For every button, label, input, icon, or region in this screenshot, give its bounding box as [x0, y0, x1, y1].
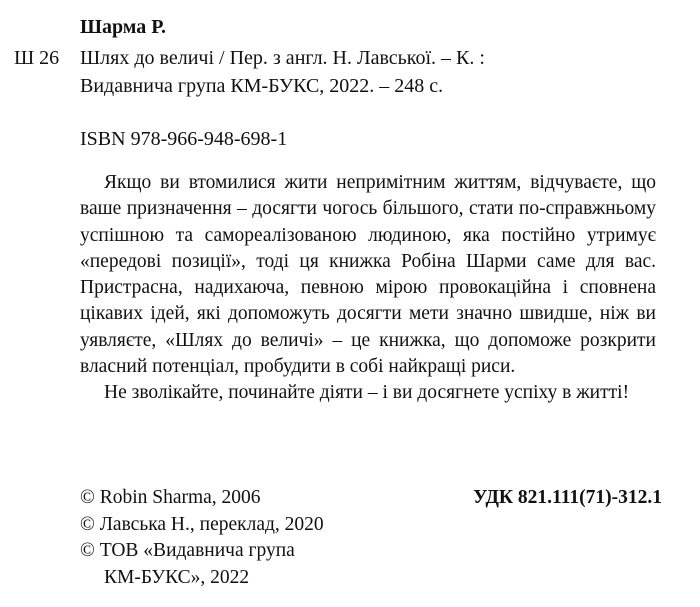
annotation-paragraph: Не зволікайте, починайте діяти – і ви досягнете успіху в житті!	[104, 382, 630, 404]
author-name: Шарма Р.	[80, 16, 166, 38]
copyright-line: КМ-БУКС», 2022	[104, 566, 250, 588]
classification-code: Ш 26	[14, 47, 60, 69]
bibliographic-title-line: Шлях до величі / Пер. з англ. Н. Лавської. – К. :	[80, 47, 485, 69]
copyright-block	[80, 485, 324, 591]
copyright-line: © Robin Sharma, 2006	[80, 487, 261, 508]
annotation-paragraph: Якщо ви втомилися жити непримітним життям, відчуваєте, що ваше призначення – досягти чогось більшого, стати по-справжньому успішною та самореалізованою людиною, яка постійно утримує «передові позиції», тоді ця книжка Робіна Шарми саме для вас. Пристрасна, надихаюча, певною мірою провокаційна і сповнена цікавих ідей, які допоможуть досягти мети значно швидше, ніж ви уявляєте, «Шлях до величі» – це книжка, що допоможе розкрити власний потенціал, пробудити в собі найкращі риси.	[80, 172, 656, 378]
copyright-line: © Лавська Н., переклад, 2020	[80, 513, 324, 535]
copyright-line: © ТОВ «Видавнича група	[80, 540, 295, 561]
udk-code: УДК 821.111(71)-312.1	[473, 487, 662, 508]
isbn: ISBN 978-966-948-698-1	[80, 128, 288, 150]
bibliographic-publisher-line: Видавнича група КМ-БУКС, 2022. – 248 с.	[80, 75, 444, 97]
annotation	[80, 170, 656, 407]
